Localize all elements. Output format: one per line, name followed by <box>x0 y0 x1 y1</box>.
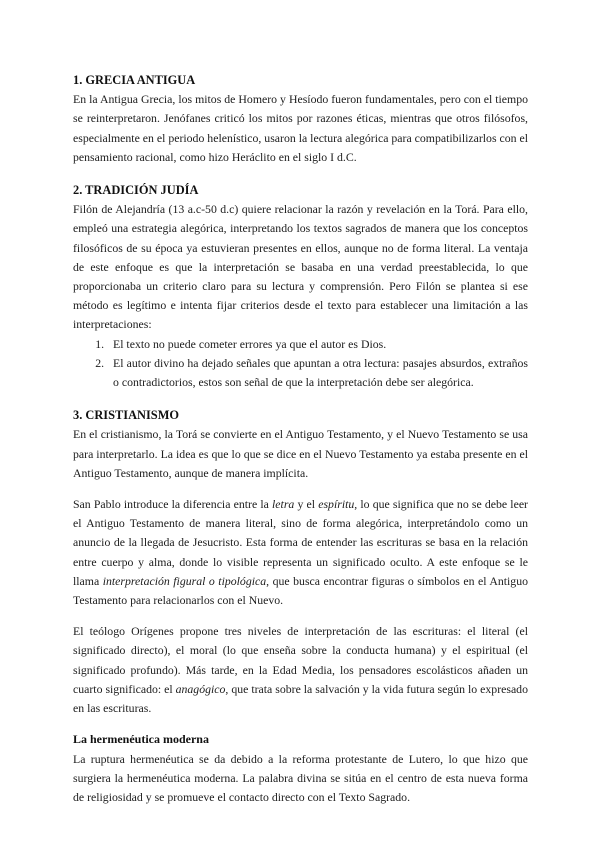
paragraph-origenes: El teólogo Orígenes propone tres niveles de interpretación de las escrituras: el literal (el significado directo), el moral (lo que enseña sobre la conducta humana) y el espiritual (el significado profundo). Más tarde, en la Edad Media, los pensadores escolásticos añaden un cuarto significado: el anagógico, que trata sobre la salvación y la vida futura según lo expresado en las escrituras. <box>73 624 528 716</box>
list-item: 1. El texto no puede cometer errores ya que el autor es Dios. <box>107 335 528 354</box>
list-item: 2. El autor divino ha dejado señales que apuntan a otra lectura: pasajes absurdos, extraños o contradictorios, estos son señal de que la interpretación debe ser alegórica. <box>107 354 528 392</box>
criteria-list <box>73 335 528 393</box>
section-heading-cristianismo: 3. CRISTIANISMO <box>73 408 180 423</box>
subheading-hermeneutica-moderna: La hermenéutica moderna <box>73 732 209 747</box>
paragraph-grecia: En la Antigua Grecia, los mitos de Homero y Hesíodo fueron fundamentales, pero con el tiempo se reinterpretaron. Jenófanes criticó los mitos por razones éticas, mientras que otros filósofos, especialmente en el periodo helenístico, usaron la lectura alegórica para compatibilizarlos con el pensamiento racional, como hizo Heráclito en el siglo I d.C. <box>73 92 528 164</box>
section-heading-grecia: 1. GRECIA ANTIGUA <box>73 73 196 87</box>
section-heading-tradicion-judia: 2. TRADICIÓN JUDÍA <box>73 183 199 198</box>
italic-term-interpretacion-figural: interpretación figural o tipológica <box>102 573 267 588</box>
italic-term-espiritu: espíritu <box>318 497 355 512</box>
paragraph-cristianismo: En el cristianismo, la Torá se convierte en el Antiguo Testamento, y el Nuevo Testamento se usa para interpretarlo. La idea es que lo que se dice en el Nuevo Testamento ya estaba presente en el Antiguo Testamento, aunque de manera implícita. <box>73 427 528 480</box>
paragraph-hermeneutica-moderna: La ruptura hermenéutica se da debido a la reforma protestante de Lutero, lo que hizo que surgiera la hermenéutica moderna. La palabra divina se sitúa en el centro de esta nueva forma de religiosidad y se promueve el contacto directo con el Texto Sagrado. <box>73 751 528 804</box>
paragraph-san-pablo: San Pablo introduce la diferencia entre la letra y el espíritu, lo que significa que no se debe leer el Antiguo Testamento de manera literal, sino de forma alegórica, interpretándolo como un anuncio de la llegada de Jesucristo. Esta forma de entender las escrituras se basa en la relación entre cuerpo y alma, donde lo visible representa un significado oculto. A este enfoque se le llama interpretación figural o tipológica, que busca encontrar figuras o símbolos en el Antiguo Testamento para relacionarlos con el Nuevo. <box>73 497 529 608</box>
paragraph-filon: Filón de Alejandría (13 a.c-50 d.c) quiere relacionar la razón y revelación en la Torá. Para ello, empleó una estrategia alegórica, interpretando los textos sagrados de manera que los conceptos filosóficos de su época ya estuvieran presentes en ellos, aunque no de forma literal. La ventaja de este enfoque es que la interpretación se basaba en una verdad preestablecida, lo que proporcionaba un criterio claro para su lectura y comprensión. Pero Filón se plantea si ese método es legítimo e intenta fijar criterios desde el texto para establecer una limitación a las interpretaciones: <box>73 202 528 332</box>
italic-term-letra: letra <box>272 497 295 512</box>
document-page <box>73 71 528 807</box>
italic-term-anagogico: anagógico <box>175 681 226 696</box>
